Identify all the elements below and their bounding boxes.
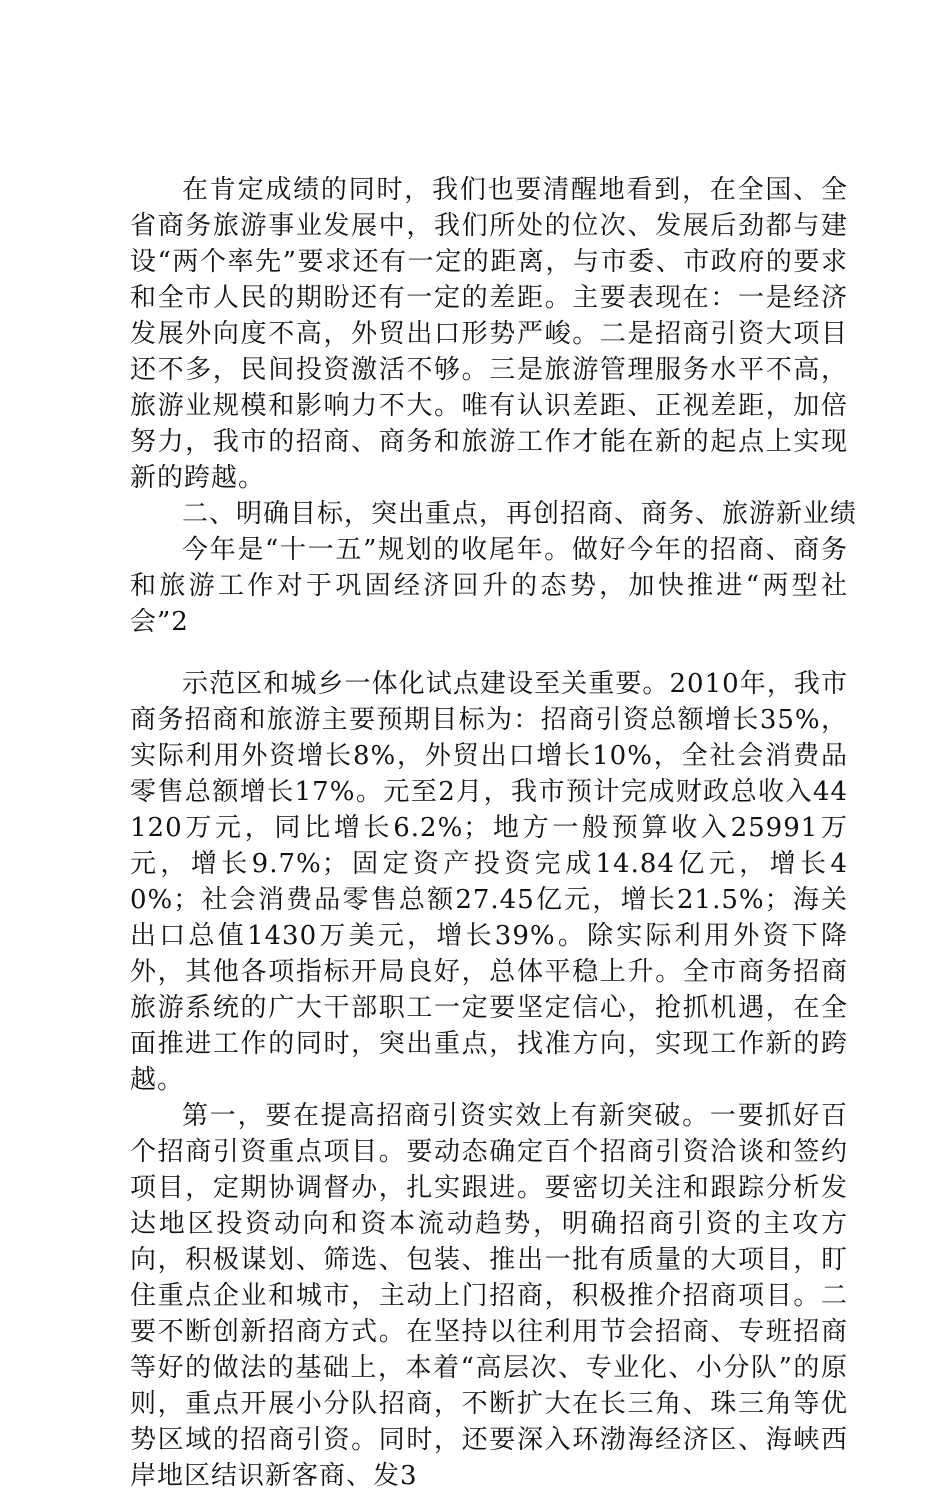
paragraph-final-year-intro — [130, 532, 848, 640]
document-page — [130, 172, 858, 1494]
page-3-content — [130, 666, 848, 1494]
page-number: 2 — [171, 607, 188, 637]
section-heading-2: 二、明确目标，突出重点，再创招商、商务、旅游新业绩 — [182, 499, 858, 529]
paragraph-text: 今年是“十一五”规划的收尾年。做好今年的招商、商务和旅游工作对于巩固经济回升的态势，加快推进“两型社会” — [130, 535, 848, 637]
paragraph-gap-analysis: 在肯定成绩的同时，我们也要清醒地看到，在全国、全省商务旅游事业发展中，我们所处的位次、发展后劲都与建设“两个率先”要求还有一定的距离，与市委、市政府的要求和全市人民的期盼还有一定的差距。主要表现在：一是经济发展外向度不高，外贸出口形势严峻。二是招商引资大项目还不多，民间投资激活不够。三是旅游管理服务水平不高，旅游业规模和影响力不大。唯有认识差距、正视差距，加倍努力，我市的招商、商务和旅游工作才能在新的起点上实现新的跨越。 — [130, 175, 848, 493]
paragraph-text: 第一，要在提高招商引资实效上有新突破。一要抓好百个招商引资重点项目。要动态确定百个招商引资洽谈和签约项目，定期协调督办，扎实跟进。要密切关注和跟踪分析发达地区投资动向和资本流动趋势，明确招商引资的主攻方向，积极谋划、筛选、包装、推出一批有质量的大项目，盯住重点企业和城市，主动上门招商，积极推介招商项目。二要不断创新招商方式。在坚持以往利用节会招商、专班招商等好的做法的基础上，本着“高层次、专业化、小分队”的原则，重点开展小分队招商，不断扩大在长三角、珠三角等优势区域的招商引资。同时，还要深入环渤海经济区、海峡西岸地区结识新客商、发 — [130, 1101, 848, 1491]
paragraph-investment-breakthrough — [130, 1098, 848, 1494]
paragraph-targets: 示范区和城乡一体化试点建设至关重要。2010年，我市商务招商和旅游主要预期目标为：招商引资总额增长35%，实际利用外资增长8%，外贸出口增长10%，全社会消费品零售总额增长17%。元至2月，我市预计完成财政总收入44120万元，同比增长6.2%；地方一般预算收入25991万元，增长9.7%；固定资产投资完成14.84亿元，增长40%；社会消费品零售总额27.45亿元，增长21.5%；海关出口总值1430万美元，增长39%。除实际利用外资下降外，其他各项指标开局良好，总体平稳上升。全市商务招商旅游系统的广大干部职工一定要坚定信心，抢抓机遇，在全面推进工作的同时，突出重点，找准方向，实现工作新的跨越。 — [130, 669, 848, 1095]
page-number: 3 — [400, 1461, 417, 1491]
page-2-continuation — [130, 172, 858, 640]
